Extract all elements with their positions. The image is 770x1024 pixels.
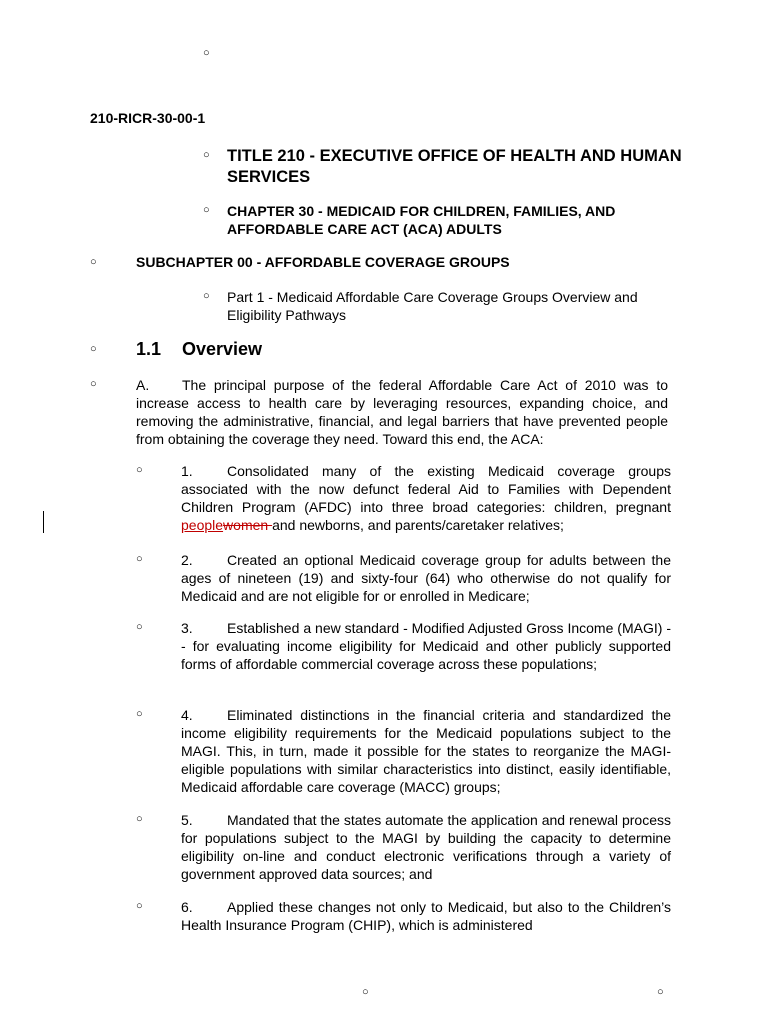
item-1-number: 1. [181, 463, 193, 479]
inserted-text: people [181, 517, 224, 533]
item-4-text: Eliminated distinctions in the financial criteria and standardized the income eligibility requirements for the Medicaid populations subject to the MAGI. This, in turn, made it possible for the states to reorganize the MAGI-eligible populations with similar characteristics into distinct, easily identifiable, Medicaid affordable care coverage (MACC) groups; [181, 707, 671, 795]
subchapter-bullet: ○ [90, 256, 97, 268]
list-item-1 [181, 462, 671, 534]
item-2-text: Created an optional Medicaid coverage group for adults between the ages of nineteen (19) and sixty-four (64) who otherwise do not qualify for Medicaid and are not eligible for or enrolled in Medicare; [181, 552, 671, 604]
deleted-text: women [223, 517, 273, 533]
section-title: Overview [182, 339, 263, 359]
revision-bar [43, 511, 44, 533]
list-item-2 [181, 551, 671, 605]
item-4-bullet: ○ [136, 708, 143, 720]
paragraph-a [136, 376, 668, 448]
item-6-number: 6. [181, 899, 193, 915]
item-1-bullet: ○ [136, 464, 143, 476]
list-item-3 [181, 619, 671, 673]
part-heading: Part 1 - Medicaid Affordable Care Coverage Groups Overview and Eligibility Pathways [227, 289, 638, 323]
chapter-heading: CHAPTER 30 - MEDICAID FOR CHILDREN, FAMILIES, AND AFFORDABLE CARE ACT (ACA) ADULTS [227, 203, 616, 237]
item-5-number: 5. [181, 812, 193, 828]
item-6-text: Applied these changes not only to Medicaid, but also to the Children’s Health Insurance Program (CHIP), which is administered [181, 899, 671, 933]
item-3-text: Established a new standard - Modified Adjusted Gross Income (MAGI) -- for evaluating income eligibility for Medicaid and other publicly supported forms of affordable commercial coverage across these populations; [181, 620, 671, 672]
item-4-number: 4. [181, 707, 193, 723]
paragraph-a-bullet: ○ [90, 378, 97, 390]
item-5-text: Mandated that the states automate the application and renewal process for populations subject to the MAGI by building the capacity to determine eligibility on-line and conduct electronic verifications through a variety of government approved data sources; and [181, 812, 671, 882]
footer-bullet-right: ○ [657, 986, 664, 998]
item-1-text: Consolidated many of the existing Medicaid coverage groups associated with the now defunct federal Aid to Families with Dependent Children Program (AFDC) into three broad categories: children, pregnant [181, 463, 671, 515]
top-bullet: ○ [203, 47, 210, 59]
item-3-number: 3. [181, 620, 193, 636]
item-2-number: 2. [181, 552, 193, 568]
item-5-bullet: ○ [136, 813, 143, 825]
item-1-text-end: and newborns, and parents/caretaker relatives; [272, 517, 564, 533]
title-heading: TITLE 210 - EXECUTIVE OFFICE OF HEALTH AND HUMAN SERVICES [227, 147, 682, 186]
item-3-bullet: ○ [136, 621, 143, 633]
subchapter-heading: SUBCHAPTER 00 - AFFORDABLE COVERAGE GROUPS [136, 254, 510, 270]
list-item-5 [181, 811, 671, 883]
chapter-bullet: ○ [203, 204, 210, 216]
footer-bullet-left: ○ [362, 986, 369, 998]
paragraph-a-text: The principal purpose of the federal Affordable Care Act of 2010 was to increase access to health care by leveraging resources, expanding choice, and removing the administrative, financial, and legal barriers that have prevented people from obtaining the coverage they need. Toward this end, the ACA: [136, 377, 668, 447]
title-bullet: ○ [203, 149, 210, 161]
overview-bullet: ○ [90, 343, 97, 355]
list-item-6 [181, 898, 671, 934]
item-2-bullet: ○ [136, 553, 143, 565]
paragraph-a-label: A. [136, 377, 150, 393]
section-heading [136, 339, 262, 360]
part-bullet: ○ [203, 290, 210, 302]
list-item-4 [181, 706, 671, 796]
section-number: 1.1 [136, 339, 162, 359]
item-6-bullet: ○ [136, 900, 143, 912]
rule-id: 210-RICR-30-00-1 [90, 110, 206, 126]
